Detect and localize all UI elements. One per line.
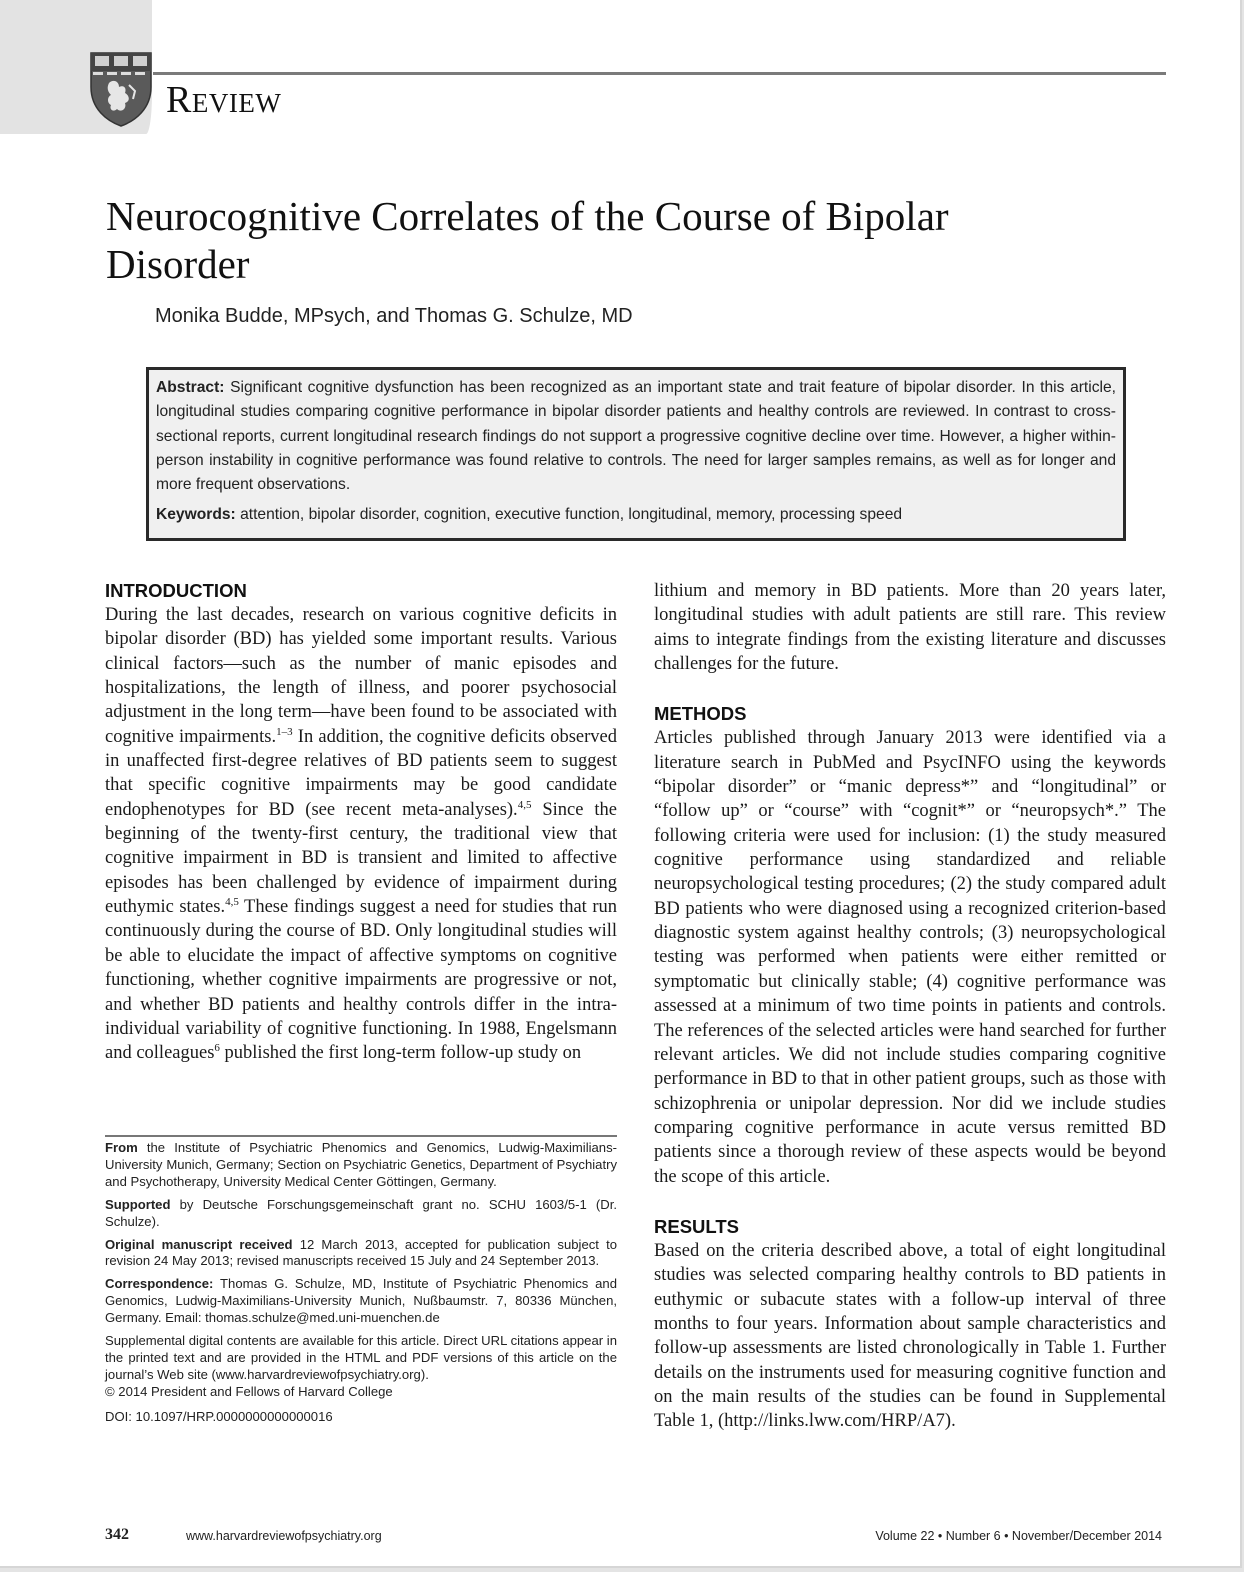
section-label: Review [166,79,282,121]
introduction-text [105,603,617,1066]
results-text: Based on the criteria described above, a total of eight longitudinal studies was selected comparing healthy controls to BD patients in euthymic or subacute states with a follow-up interval of three months to four years. Information about sample characteristics and follow-up assessments are listed chronologically in Table 1. Further details on the instruments used for measuring cognitive function and on the main results of the studies can be found in Supplemental Table 1, (http://links.lww.com/HRP/A7). [654,1240,1166,1432]
funding-note [105,1197,617,1231]
citation-ref: 6 [214,1042,220,1055]
methods-text: Articles published through January 2013 were identified via a literature search in PubMed and PsycINFO using the keywords “bipolar disorder” or “manic depress*” and “longitudinal” or “follow up” or “course” with “cognit*” or “neuropsych*.” The following criteria were used for inclusion: (1) the study measured cognitive performance using standardized and reliable neuropsychological testing procedures; (2) the study compared adult BD patients who were diagnosed using a recognized criterion-based diagnostic system against healthy controls; (3) neuropsychological testing was performed when patients were either remitted or symptomatic but clinically stable; (4) cognitive performance was assessed at a minimum of two time points in patients and controls. The references of the selected articles were hand searched for further relevant articles. We did not include studies comparing cognitive performance in BD to that in other patient groups, such as those with schizophrenia or unipolar depression. Nor did we include studies comparing cognitive performance in acute versus remitted BD patients since a thorough review of these aspects would be beyond the scope of this article. [654,728,1166,1187]
note-label: Original manuscript received [105,1236,293,1252]
note-label: Correspondence: [105,1276,214,1292]
supplemental-note: Supplemental digital contents are available for this article. Direct URL citations appear in the printed text and are provided in the HTML and PDF versions of this article on the journal’s Web site (www.harvardreviewofpsychiatry.org). [105,1333,617,1382]
abstract-label: Abstract: [156,379,225,396]
correspondence-note [105,1276,617,1327]
methods-heading: METHODS [654,703,747,725]
abstract-box [146,367,1126,541]
citation-ref: 1–3 [276,725,293,738]
copyright-note: © 2014 President and Fellows of Harvard College [105,1383,393,1399]
intro-text-part: In addition, the cognitive deficits observed in unaffected first-degree relatives of BD patients seem to suggest that specific cognitive impairments may be good candidate endophenotypes for BD (see recent meta-analyses). [105,726,617,820]
harvard-shield-icon [89,51,153,127]
affiliation-note [105,1140,617,1191]
journal-website: www.harvardreviewofpsychiatry.org [186,1529,382,1543]
note-label: From [105,1140,138,1155]
abstract-text: Significant cognitive dysfunction has been recognized as an important state and trait feature of bipolar disorder. In this article, longitudinal studies comparing cognitive performance in bipolar disorder patients and healthy controls are reviewed. In contrast to cross-sectional reports, current longitudinal research findings do not support a progressive cognitive decline over time. However, a higher within-person instability in cognitive performance was found relative to controls. The need for larger samples remains, as well as for longer and more frequent observations. [156,379,1116,494]
introduction-continuation: lithium and memory in BD patients. More than 20 years later, longitudinal studies with adult patients are still rare. This review aims to integrate findings from the existing literature and discusses challenges for the future. [654,581,1166,675]
doi-note: DOI: 10.1097/HRP.0000000000000016 [105,1408,333,1424]
intro-text-part: These findings suggest a need for studies that run continuously during the course of BD. Only longitudinal studies will be able to elucidate the impact of affective symptoms on cognitive functioning, whether cognitive impairments are progressive or not, and whether BD patients and healthy controls differ in the intra-individual variability of cognitive functioning. In 1988, Engelsmann and colleagues [105,897,617,1064]
results-heading: RESULTS [654,1215,739,1237]
left-column [105,579,617,1066]
introduction-heading: INTRODUCTION [105,580,247,601]
right-column [654,579,1166,1434]
note-text: the Institute of Psychiatric Phenomics and Genomics, Ludwig-Maximilians-University Munich, Germany; Section on Psychiatric Genetics, Department of Psychiatry and Psychotherapy, University Medical Center Göttingen, Germany. [105,1140,617,1189]
article-footnotes [105,1140,617,1432]
article-title: Neurocognitive Correlates of the Course of Bipolar Disorder [106,193,949,287]
keywords-paragraph [156,503,1116,527]
keywords-text: attention, bipolar disorder, cognition, executive function, longitudinal, memory, processing speed [240,506,903,524]
intro-text-part: published the first long-term follow-up study on [219,1043,582,1064]
intro-text-part: During the last decades, research on various cognitive deficits in bipolar disorder (BD) has yielded some important results. Various clinical factors—such as the number of manic episodes and hospitalizations, the length of illness, and poorer psychosocial adjustment in the long term—have been found to be associated with cognitive impairments. [105,605,617,747]
footnote-rule [105,1135,617,1137]
citation-ref: 4,5 [225,895,239,908]
manuscript-dates-note [105,1237,617,1271]
keywords-label: Keywords: [156,506,236,524]
issue-info: Volume 22 • Number 6 • November/December 2014 [875,1529,1162,1543]
citation-ref: 4,5 [517,798,532,811]
page-number: 342 [105,1526,129,1543]
note-text: 12 March 2013, accepted for publication subject to revision 24 May 2013; revised manuscripts received 15 July and 24 September 2013. [105,1236,618,1269]
note-text: by Deutsche Forschungsgemeinschaft grant no. SCHU 1603/5-1 (Dr. Schulze). [105,1196,617,1229]
header-rule [153,72,1166,75]
note-text: Thomas G. Schulze, MD, Institute of Psychiatric Phenomics and Genomics, Ludwig-Maximilians-University Munich, Nußbaumstr. 7, 80336 München, Germany. Email: thomas.schulze@med.uni-muenchen.de [105,1276,617,1326]
note-label: Supported [105,1196,171,1212]
article-authors: Monika Budde, MPsych, and Thomas G. Schulze, MD [155,305,633,327]
intro-text-part: Since the beginning of the twenty-first century, the traditional view that cognitive impairment in BD is transient and limited to affective episodes has been challenged by evidence of impairment during euthymic states. [105,799,618,918]
abstract-paragraph [156,376,1116,497]
